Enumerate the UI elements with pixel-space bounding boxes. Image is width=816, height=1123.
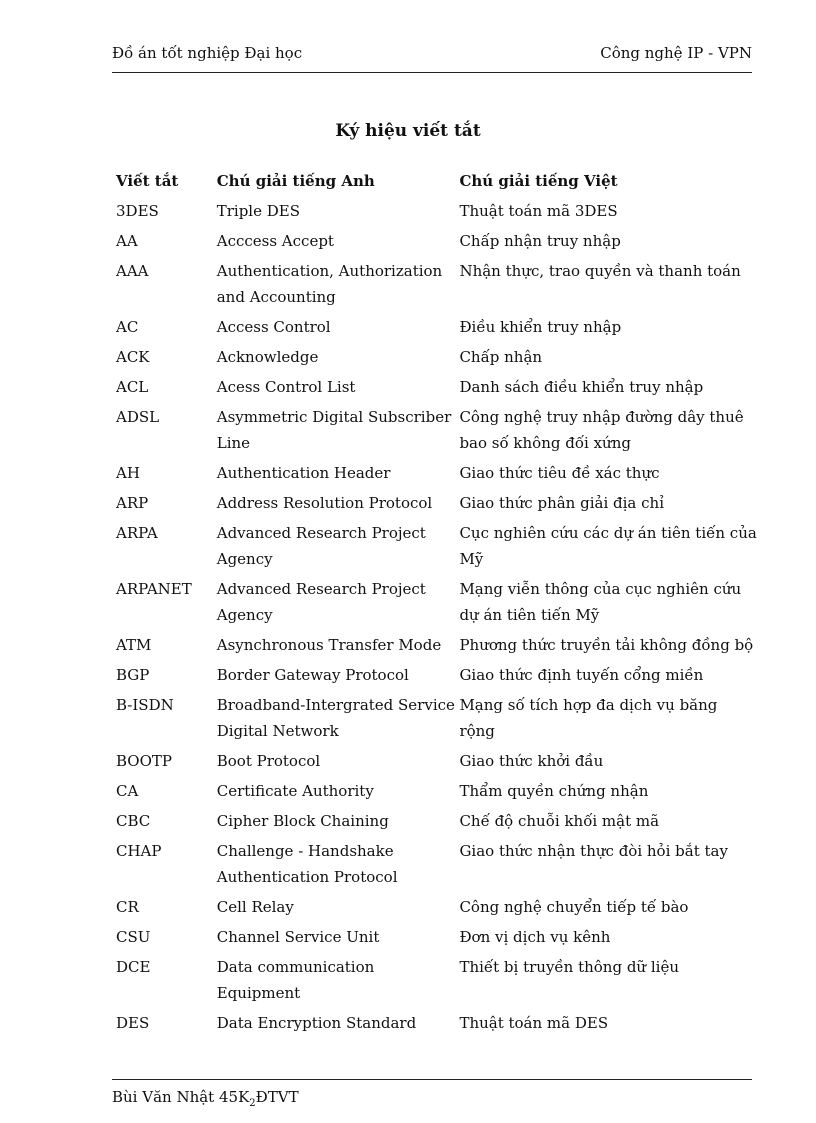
cell-abbreviation: ATM [116,636,152,654]
cell-vietnamese: Thẩm quyền chứng nhận [459,782,649,800]
cell-english: Data communication Equipment [216,958,375,1002]
cell-vietnamese: Giao thức phân giải địa chỉ [459,494,664,512]
cell-abbreviation: AH [116,464,140,482]
cell-vietnamese: Giao thức khởi đầu [459,752,604,770]
cell-abbreviation: ARP [116,494,149,512]
cell-vietnamese: Mạng số tích hợp đa dịch vụ băng rộng [459,696,718,740]
table-row [112,632,757,662]
cell-vietnamese: Giao thức tiêu đề xác thực [459,464,660,482]
column-header-abbreviation: Viết tắt [116,172,179,190]
cell-abbreviation: ARPA [116,524,158,542]
table-row [112,894,757,924]
cell-abbreviation: ARPANET [116,580,192,598]
cell-abbreviation: BOOTP [116,752,172,770]
cell-english: Challenge - Handshake Authentication Protocol [216,842,398,886]
cell-english: Authentication Header [216,464,391,482]
footer-subscript: 2 [249,1098,256,1109]
footer-suffix: ĐTVT [255,1088,299,1106]
cell-vietnamese: Danh sách điều khiển truy nhập [459,378,704,396]
header-right-text: Công nghệ IP - VPN [600,44,752,62]
table-body [112,198,757,1040]
page-footer [112,1079,752,1109]
cell-english: Acknowledge [216,348,319,366]
cell-english: Access Control [216,318,331,336]
page-title: Ký hiệu viết tắt [335,121,481,141]
cell-english: Certificate Authority [216,782,374,800]
table-row [112,258,757,314]
cell-english: Data Encryption Standard [216,1014,417,1032]
cell-abbreviation: DES [116,1014,150,1032]
cell-abbreviation: ACL [116,378,149,396]
table-row [112,460,757,490]
cell-english: Border Gateway Protocol [216,666,409,684]
page-header [112,44,752,73]
cell-english: Asynchronous Transfer Mode [216,636,442,654]
table-header-row [112,168,757,198]
cell-abbreviation: CA [116,782,139,800]
table-row [112,954,757,1010]
header-left-text: Đồ án tốt nghiệp Đại học [112,44,303,62]
cell-vietnamese: Giao thức định tuyến cổng miền [459,666,704,684]
table-row [112,314,757,344]
cell-abbreviation: ACK [116,348,150,366]
cell-vietnamese: Thuật toán mã DES [459,1014,609,1032]
cell-english: Authentication, Authorization and Accounting [216,262,443,306]
cell-vietnamese: Mạng viễn thông của cục nghiên cứu dự án tiên tiến Mỹ [459,580,742,624]
cell-english: Advanced Research Project Agency [216,580,426,624]
table-row [112,808,757,838]
cell-abbreviation: DCE [116,958,151,976]
cell-vietnamese: Chấp nhận [459,348,543,366]
cell-english: Cipher Block Chaining [216,812,389,830]
cell-english: Acess Control List [216,378,356,396]
table-row [112,490,757,520]
cell-english: Asymmetric Digital Subscriber Line [216,408,452,452]
cell-english: Cell Relay [216,898,294,916]
cell-english: Acccess Accept [216,232,334,250]
cell-vietnamese: Nhận thực, trao quyền và thanh toán [459,262,741,280]
cell-english: Channel Service Unit [216,928,380,946]
cell-abbreviation: B-ISDN [116,696,174,714]
cell-abbreviation: AAA [116,262,149,280]
table-row [112,576,757,632]
cell-vietnamese: Giao thức nhận thực đòi hỏi bắt tay [459,842,728,860]
cell-abbreviation: BGP [116,666,150,684]
table-row [112,344,757,374]
table-row [112,778,757,808]
footer-author: Bùi Văn Nhật 45K [112,1088,250,1106]
cell-abbreviation: CSU [116,928,151,946]
cell-abbreviation: CBC [116,812,151,830]
cell-english: Address Resolution Protocol [216,494,433,512]
cell-english: Advanced Research Project Agency [216,524,426,568]
cell-english: Triple DES [216,202,301,220]
cell-abbreviation: AA [116,232,138,250]
table-row [112,404,757,460]
cell-vietnamese: Công nghệ truy nhập đường dây thuê bao số không đối xứng [459,408,744,452]
cell-abbreviation: CR [116,898,139,916]
cell-vietnamese: Thuật toán mã 3DES [459,202,618,220]
cell-vietnamese: Chế độ chuỗi khối mật mã [459,812,660,830]
table-row [112,198,757,228]
cell-abbreviation: AC [116,318,139,336]
cell-vietnamese: Phương thức truyền tải không đồng bộ [459,636,754,654]
column-header-vietnamese: Chú giải tiếng Việt [459,172,618,190]
cell-vietnamese: Điều khiển truy nhập [459,318,622,336]
table-row [112,1010,757,1040]
cell-vietnamese: Công nghệ chuyển tiếp tế bào [459,898,689,916]
table-row [112,924,757,954]
cell-english: Boot Protocol [216,752,321,770]
cell-vietnamese: Thiết bị truyền thông dữ liệu [459,958,679,976]
cell-vietnamese: Đơn vị dịch vụ kênh [459,928,611,946]
cell-english: Broadband-Intergrated Service Digital Network [216,696,455,740]
table-row [112,662,757,692]
cell-abbreviation: CHAP [116,842,162,860]
table-row [112,374,757,404]
cell-abbreviation: ADSL [116,408,160,426]
table-row [112,692,757,748]
table-row [112,228,757,258]
table-row [112,748,757,778]
column-header-english: Chú giải tiếng Anh [216,172,375,190]
cell-vietnamese: Chấp nhận truy nhập [459,232,621,250]
cell-abbreviation: 3DES [116,202,159,220]
table-row [112,520,757,576]
table-row [112,838,757,894]
cell-vietnamese: Cục nghiên cứu các dự án tiên tiến của Mỹ [459,524,757,568]
abbreviation-table [112,168,757,1040]
